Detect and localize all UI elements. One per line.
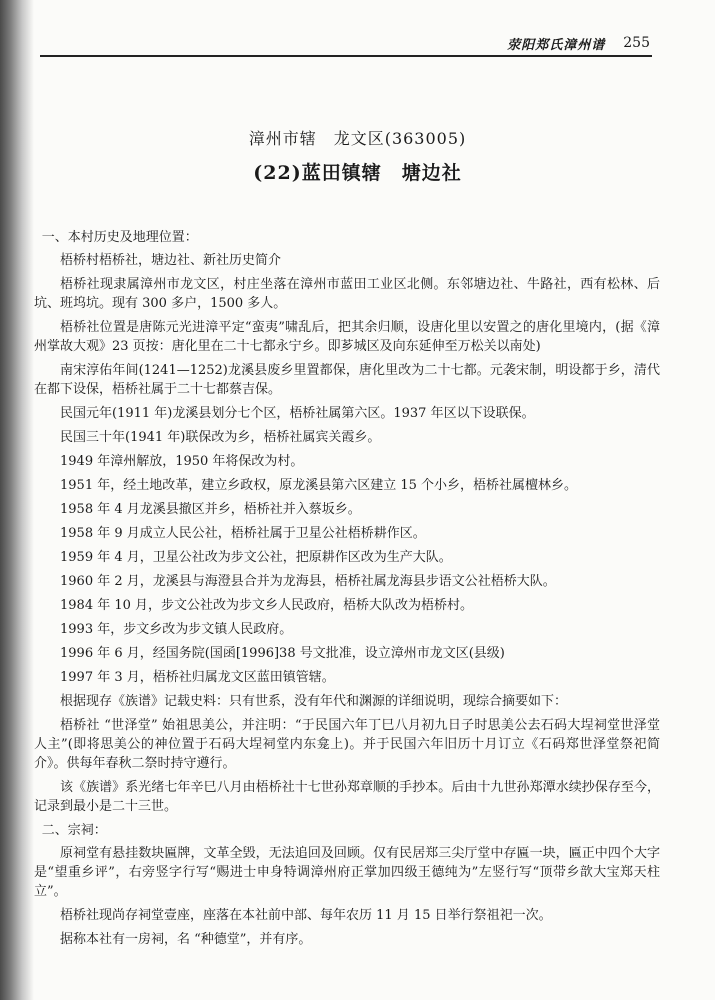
section-subheading: 漳州市辖 龙文区(363005) xyxy=(248,129,467,148)
running-header xyxy=(440,34,650,52)
paragraph: 南宋淳佑年间(1241—1252)龙溪县废乡里置都保，唐化里改为二十七都。元袭宋制，明设都于乡，清代在都下设保，梧桥社属于二十七都蔡吉保。 xyxy=(34,363,660,397)
paragraph: 1951 年，经土地改革，建立乡政权，原龙溪县第六区建立 15 个小乡，梧桥社属檀林乡。 xyxy=(60,478,578,493)
paragraph: 1958 年 4 月龙溪县撤区并乡，梧桥社并入蔡坂乡。 xyxy=(60,502,361,517)
paragraph: 1997 年 3 月，梧桥社归属龙文区蓝田镇管辖。 xyxy=(60,670,335,685)
paragraph: 1949 年漳州解放，1950 年将保改为村。 xyxy=(60,454,304,469)
paragraph: 1958 年 9 月成立人民公社，梧桥社属于卫星公社梧桥耕作区。 xyxy=(60,526,426,541)
paragraph: 梧桥社 “世泽堂” 始祖思美公，并注明：“于民国六年丁巳八月初九日子时思美公去石码大埕祠堂世泽堂人主”(即将思美公的神位置于石码大埕祠堂内东龛上)。并于民国六年旧历十月订立《石码郑世泽堂祭祀简介》。供每年春秋二祭时持守遵行。 xyxy=(34,718,660,771)
paragraph: 梧桥社位置是唐陈元光进漳平定“蛮夷”啸乱后，把其余归顺，设唐化里以安置之的唐化里境内，(据《漳州掌故大观》23 页按：唐化里在二十七都永宁乡。即芗城区及向东延伸至万松关以南处) xyxy=(34,320,660,354)
paragraph: 梧桥社现隶属漳州市龙文区，村庄坐落在漳州市蓝田工业区北侧。东邻塘边社、牛路社，西有松林、后坑、班坞坑。现有 300 多户，1500 多人。 xyxy=(34,277,660,311)
section-heading: 一、本村历史及地理位置： xyxy=(41,230,198,245)
paragraph: 原祠堂有悬挂数块匾牌，文革全毁，无法追回及回顾。仅有民居郑三尖厅堂中存匾一块，匾正中四个大字是“望重乡评”，右旁竖字行写“赐进士申身特调漳州府正掌加四级王德纯为”左竖行写“顶带乡歆大宝郑天柱立”。 xyxy=(34,846,660,899)
paragraph: 1996 年 6 月，经国务院(国函[1996]38 号文批准，设立漳州市龙文区(县级) xyxy=(60,646,505,661)
body-text xyxy=(34,228,660,954)
paragraph: 梧桥村梧桥社，塘边社、新社历史简介 xyxy=(60,253,282,268)
paragraph: 1960 年 2 月，龙溪县与海澄县合并为龙海县，梧桥社属龙海县步语文公社梧桥大队。 xyxy=(60,574,556,589)
paragraph: 根据现存《族谱》记载史料：只有世系，没有年代和渊源的详细说明，现综合摘要如下： xyxy=(60,694,568,709)
binding-shadow xyxy=(0,0,34,1000)
page-number: 255 xyxy=(623,35,650,51)
running-header-title: 荥阳郑氏漳州谱 xyxy=(507,37,606,53)
paragraph: 1984 年 10 月，步文公社改为步文乡人民政府，梧桥大队改为梧桥村。 xyxy=(60,598,474,613)
section-heading: 二、宗祠： xyxy=(41,823,107,838)
paragraph: 据称本社有一房祠，名 “种德堂”，并有序。 xyxy=(60,932,312,947)
header-rule xyxy=(40,55,652,57)
paragraph: 民国三十年(1941 年)联保改为乡，梧桥社属宾关霞乡。 xyxy=(60,430,381,445)
paragraph: 该《族谱》系光绪七年辛巳八月由梧桥社十七世孙郑章顺的手抄本。后由十九世孙郑潭水续抄保存至今，记录到最小是二十三世。 xyxy=(34,780,660,814)
paragraph: 1993 年，步文乡改为步文镇人民政府。 xyxy=(60,622,293,637)
paragraph: 民国元年(1911 年)龙溪县划分七个区，梧桥社属第六区。1937 年区以下设联保。 xyxy=(60,406,535,421)
section-title: (22)蓝田镇辖 塘边社 xyxy=(253,162,462,184)
paragraph: 梧桥社现尚存祠堂壹座，座落在本社前中部、每年农历 11 月 15 日举行祭祖祀一次。 xyxy=(60,908,552,923)
paragraph: 1959 年 4 月，卫星公社改为步文公社，把原耕作区改为生产大队。 xyxy=(60,550,452,565)
